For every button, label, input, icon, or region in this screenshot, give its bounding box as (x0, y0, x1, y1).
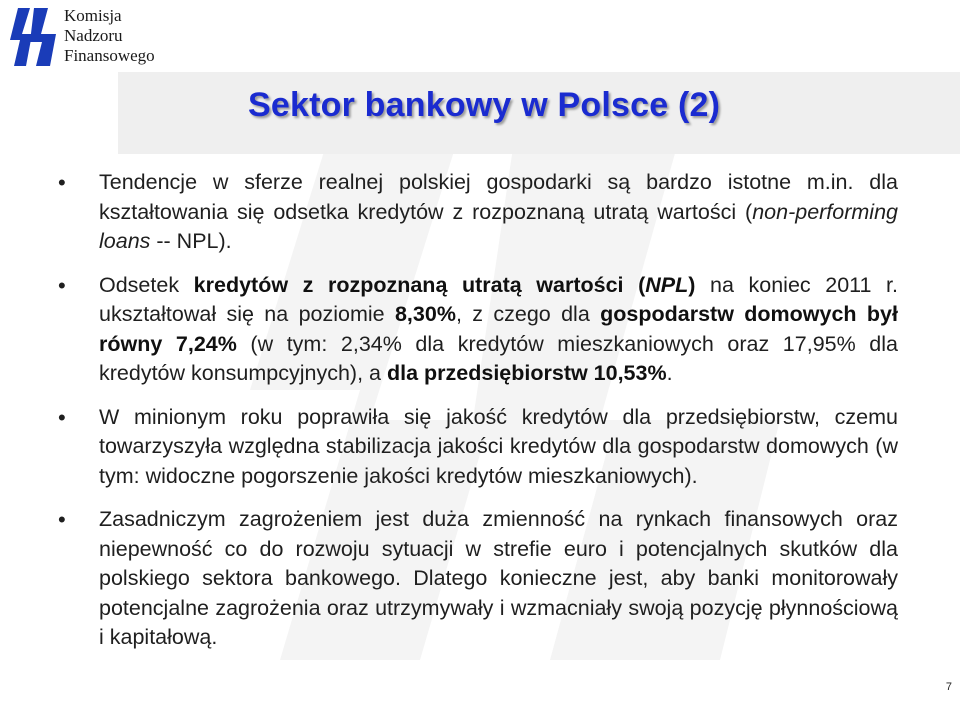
bullet-text: W minionym roku poprawiła się jakość kredytów dla przedsiębiorstw, czemu towarzyszyła względna stabilizacja jakości kredytów dla gospodarstw domowych (w tym: widoczne pogorszenie jakości kredytów mieszkaniowych). (99, 404, 898, 488)
bullet-item (56, 403, 898, 492)
bullet-text: Odsetek (99, 272, 194, 297)
page-title: Sektor bankowy w Polsce (2) (248, 86, 721, 124)
bullet-dot-icon: • (58, 170, 66, 195)
bullet-text: Tendencje w sferze realnej polskiej gospodarki są bardzo istotne m.in. dla kształtowania się odsetka kredytów z rozpoznaną utratą wartości ( (99, 170, 898, 224)
bullet-text-highlight: dla przedsiębiorstw 10,53% (386, 361, 667, 385)
logo-line-nadzoru: Nadzoru (64, 26, 123, 45)
bullet-dot-icon: • (58, 272, 66, 298)
bullet-text: na koniec 2011 r. ukształtował się na poziomie (99, 272, 898, 326)
bullet-text: (w tym: 2,34% dla kredytów mieszkaniowych oraz 17,95% dla kredytów konsumpcyjnych), a (99, 331, 899, 385)
bullet-text: . (666, 361, 673, 385)
page-number: 7 (945, 681, 952, 693)
bullet-text: non-performing loans (99, 199, 898, 253)
bullet-text-highlight: ) (688, 272, 696, 297)
bullet-item (56, 168, 898, 257)
bullet-text-highlight: 8,30% (394, 302, 456, 326)
bullet-dot-icon: • (58, 507, 66, 532)
bullet-text-highlight: kredytów z rozpoznaną utratą wartości ( (193, 272, 646, 297)
bullet-dot-icon: • (58, 404, 66, 430)
bullet-text-highlight: NPL (645, 272, 689, 297)
logo-line-finansowego: Finansowego (64, 46, 155, 65)
logo-text (64, 6, 155, 66)
bullet-text: Zasadniczym zagrożeniem jest duża zmienność na rynkach finansowych oraz niepewność co do rozwoju sytuacji w strefie euro i potencjalnych skutków dla polskiego sektora bankowego. Dlatego konieczne jest, aby banki monitorowały potencjalne zagrożenia oraz utrzymywały i wzmacniały swoją pozycję płynnościową i kapitałową. (99, 507, 898, 649)
bullet-item (56, 505, 898, 653)
bullet-text-highlight: gospodarstw domowych był równy 7,24% (99, 302, 898, 356)
bullet-text: , z czego dla (455, 302, 601, 326)
bullet-item (56, 271, 898, 389)
knf-logo-icon (8, 4, 60, 70)
bullet-list (56, 168, 898, 667)
knf-logo (8, 4, 155, 70)
bullet-text: -- NPL). (150, 229, 232, 253)
logo-line-komisja: Komisja (64, 6, 122, 25)
